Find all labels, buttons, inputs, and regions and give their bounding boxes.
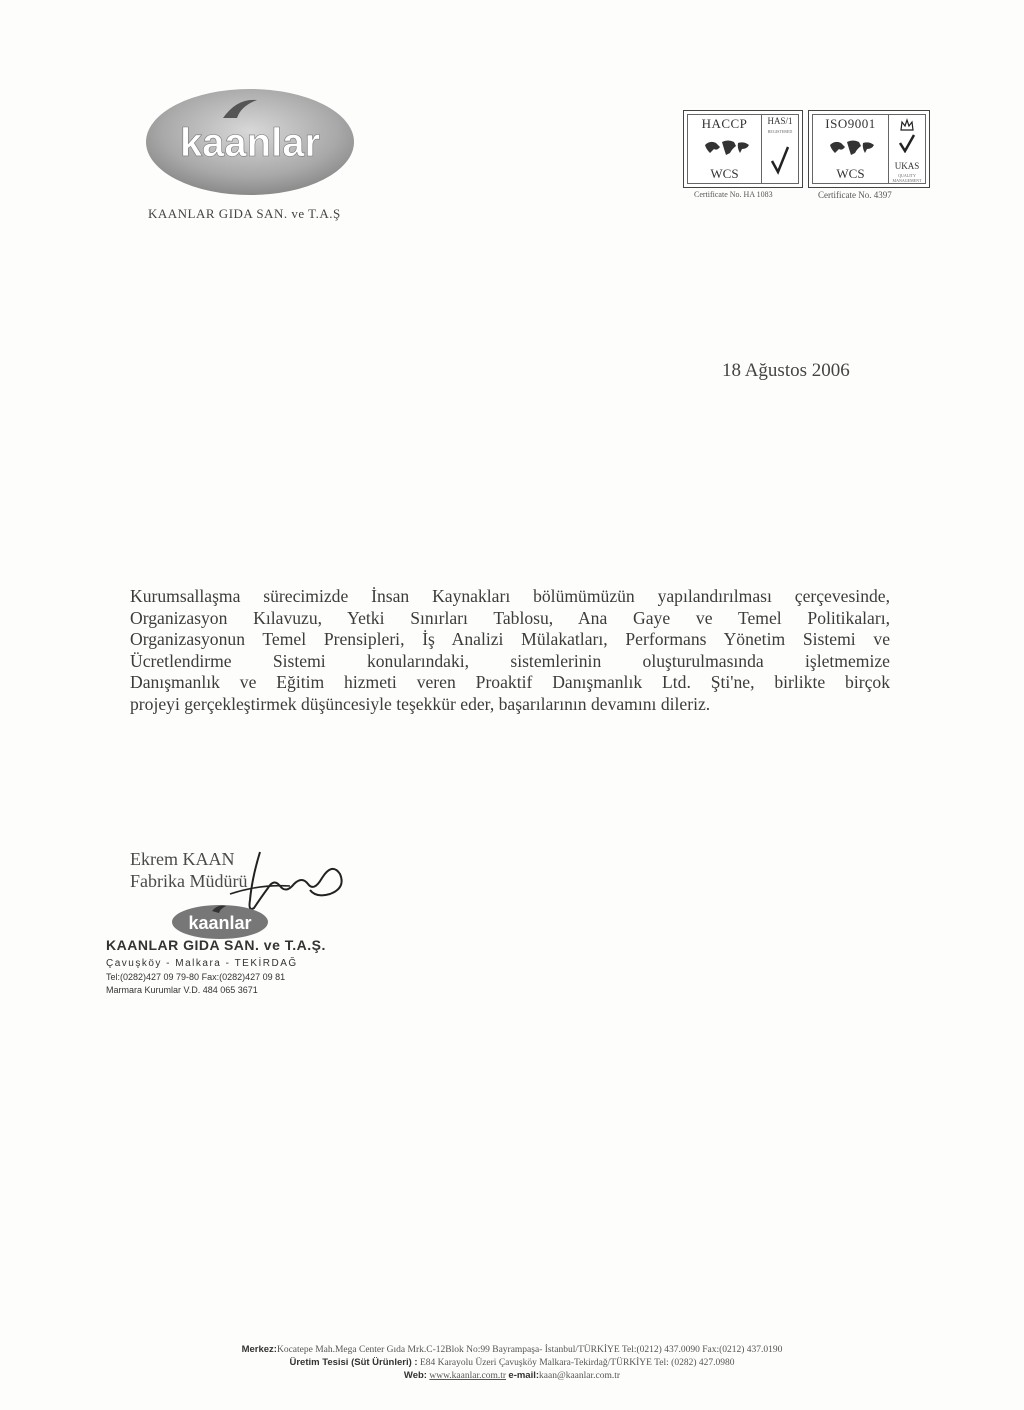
body-line: Organizasyon Kılavuzu, Yetki Sınırları Tablosu, Ana Gaye ve Temel Politikaları,: [130, 607, 890, 628]
iso-side-tiny: QUALITY MANAGEMENT: [892, 173, 922, 183]
company-logo: [145, 88, 355, 196]
body-line: Organizasyonun Temel Prensipleri, İş Analizi Mülakatları, Performans Yönetim Sistemi ve: [130, 629, 890, 649]
footer-web-link[interactable]: www.kaanlar.com.tr: [429, 1371, 507, 1381]
stamp-logo-wordmark: kaanlar: [188, 913, 252, 933]
checkmark-icon: [898, 133, 916, 153]
stamp-tax: Marmara Kurumlar V.D. 484 065 3671: [106, 985, 258, 995]
checkmark-icon: [770, 145, 790, 175]
body-line: Ücretlendirme Sistemi konularındaki, sistemlerinin oluşturulmasında işletmemize: [130, 650, 890, 671]
haccp-title: HACCP: [701, 116, 748, 131]
haccp-sub: WCS: [710, 166, 739, 181]
stamp-address: Çavuşköy - Malkara - TEKİRDAĞ: [106, 958, 298, 969]
footer-plant-label: Üretim Tesisi (Süt Ürünleri) :: [289, 1357, 418, 1368]
iso-title: ISO9001: [825, 116, 876, 131]
haccp-certificate-badge: [683, 110, 803, 188]
stamp-company: KAANLAR GIDA SAN. ve T.A.Ş.: [106, 937, 326, 953]
footer-hq: [0, 1344, 1024, 1355]
iso9001-certificate-badge: [808, 110, 930, 188]
haccp-side-tiny: REGISTERED: [767, 129, 793, 134]
stamp-phone: Tel:(0282)427 09 79-80 Fax:(0282)427 09 81: [106, 972, 286, 982]
world-map-icon: [827, 137, 877, 161]
body-line: Kurumsallaşma sürecimizde İnsan Kaynakları bölümümüzün yapılandırılması çerçevesinde,: [130, 586, 890, 606]
footer-web-label: Web:: [403, 1370, 427, 1381]
letter-date: 18 Ağustos 2006: [722, 360, 850, 381]
body-line: projeyi gerçekleştirmek düşüncesiyle teşekkür eder, başarılarının devamını dileriz.: [130, 693, 711, 714]
iso-certificate-number: Certificate No. 4397: [818, 190, 892, 200]
crown-icon: [899, 117, 915, 133]
body-line: Danışmanlık ve Eğitim hizmeti veren Proaktif Danışmanlık Ltd. Şti'ne, birlikte birçok: [130, 672, 890, 692]
footer-contact: [0, 1370, 1024, 1381]
footer-hq-label: Merkez:: [241, 1344, 277, 1355]
footer-email-label: e-mail:: [508, 1370, 540, 1381]
iso-side-label: UKAS: [894, 161, 920, 171]
company-name: KAANLAR GIDA SAN. ve T.A.Ş: [148, 206, 341, 221]
stamp-logo: [170, 904, 270, 940]
signer-name: Ekrem KAAN: [130, 849, 235, 869]
haccp-certificate-number: Certificate No. HA 1083: [694, 190, 773, 199]
footer-hq-text: Kocatepe Mah.Mega Center Gıda Mrk.C-12Blok No:99 Bayrampaşa- İstanbul/TÜRKİYE Tel:(0212) 437.0090 Fax:(0212) 437.0190: [276, 1345, 783, 1355]
footer-plant: [0, 1357, 1024, 1368]
footer-email[interactable]: kaan@kaanlar.com.tr: [539, 1371, 621, 1381]
iso-sub: WCS: [836, 166, 865, 181]
logo-wordmark: kaanlar: [179, 121, 321, 165]
world-map-icon: [702, 137, 752, 161]
logo-graphic: [145, 88, 355, 196]
signer-title: Fabrika Müdürü: [130, 871, 248, 891]
haccp-side-label: HAS/1: [767, 116, 793, 126]
letter-body: [130, 586, 890, 715]
footer-plant-text: E84 Karayolu Üzeri Çavuşköy Malkara-Tekirdağ/TÜRKİYE Tel: (0282) 427.0980: [419, 1358, 735, 1368]
